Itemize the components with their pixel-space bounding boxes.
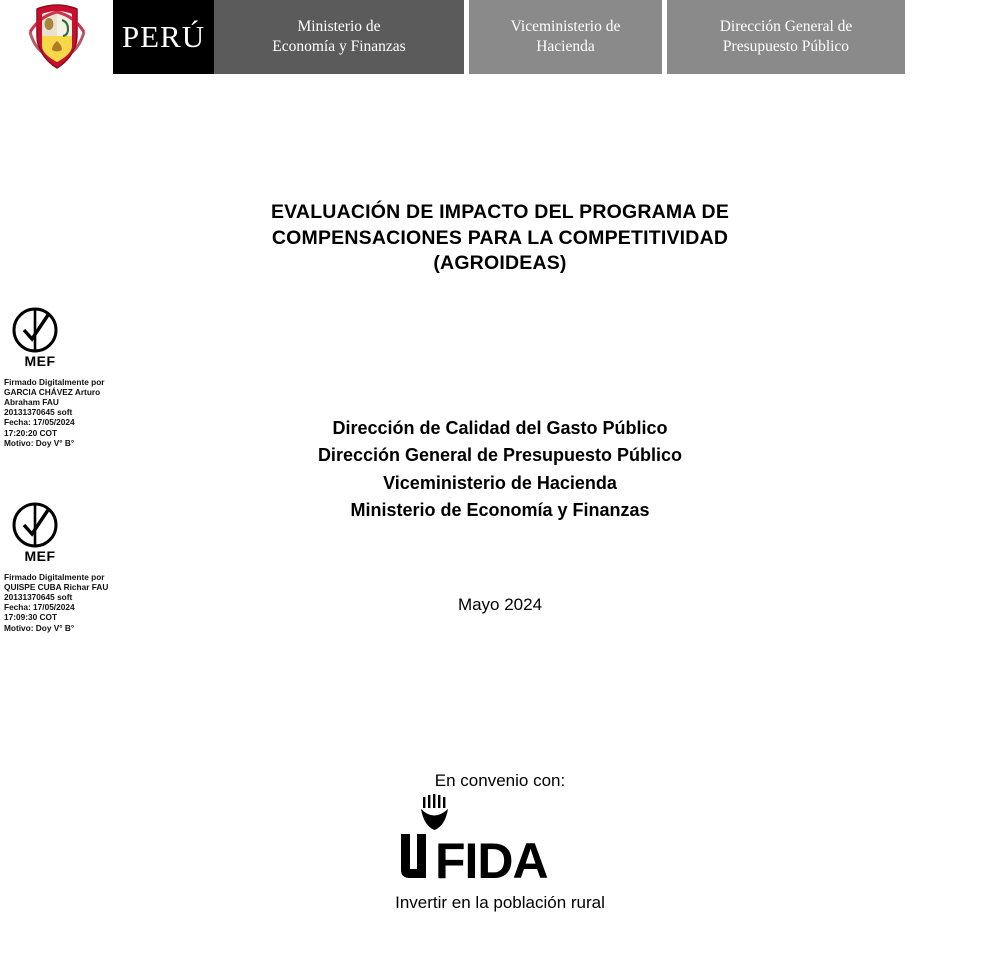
signature-line: Firmado Digitalmente por bbox=[4, 377, 105, 387]
country-label: PERÚ bbox=[113, 0, 214, 74]
header-cell-direccion-line1: Dirección General de bbox=[719, 17, 853, 35]
header-cell-ministerio bbox=[214, 0, 464, 74]
signature-details bbox=[4, 572, 144, 633]
header-cell-ministerio-line2: Economía y Finanzas bbox=[272, 38, 406, 55]
document-title bbox=[180, 200, 820, 277]
signature-stamp-label: MEF bbox=[24, 548, 56, 564]
signature-line: 17:09:30 COT bbox=[4, 612, 58, 623]
partner-tagline: Invertir en la población rural bbox=[395, 893, 605, 912]
signature-line: Firmado Digitalmente por bbox=[4, 572, 105, 582]
fida-wheat-icon bbox=[421, 794, 448, 830]
header-cell-viceministerio bbox=[469, 0, 662, 74]
affiliation-line-4: Ministerio de Economía y Finanzas bbox=[350, 500, 650, 521]
affiliation-line-2: Dirección General de Presupuesto Público bbox=[317, 445, 683, 466]
signature-line: Motivo: Doy V° B° bbox=[4, 437, 75, 448]
signature-line: Abraham FAU bbox=[4, 397, 59, 408]
digital-signature-block bbox=[4, 305, 154, 448]
header-cell-direccion-line2: Presupuesto Público bbox=[722, 38, 850, 55]
document-title-line3: (AGROIDEAS) bbox=[433, 252, 567, 275]
header-cell-viceministerio-line2: Hacienda bbox=[536, 38, 595, 55]
government-header-banner bbox=[0, 0, 1000, 74]
signature-check-icon bbox=[4, 305, 84, 355]
signature-line: 17:20:20 COT bbox=[4, 427, 58, 438]
signature-line: GARCIA CHÁVEZ Arturo bbox=[4, 387, 101, 398]
signature-line: 20131370645 soft bbox=[4, 407, 73, 418]
publication-date: Mayo 2024 bbox=[457, 595, 543, 614]
signature-stamp-label: MEF bbox=[24, 353, 56, 369]
affiliation-line-3: Viceministerio de Hacienda bbox=[383, 472, 617, 493]
signature-check-icon bbox=[4, 500, 84, 550]
document-title-line2: COMPENSACIONES PARA LA COMPETITIVIDAD bbox=[271, 226, 729, 249]
digital-signature-block bbox=[4, 500, 154, 633]
signature-details bbox=[4, 377, 144, 448]
header-cell-direccion-general bbox=[667, 0, 905, 74]
partnership-intro: En convenio con: bbox=[434, 771, 566, 790]
signature-line: QUISPE CUBA Richar FAU bbox=[4, 582, 109, 593]
signature-line: 20131370645 soft bbox=[4, 592, 73, 603]
svg-text:FIDA: FIDA bbox=[435, 833, 548, 889]
fida-logo-graphic bbox=[395, 790, 605, 890]
signature-line: Fecha: 17/05/2024 bbox=[4, 417, 75, 428]
header-cell-viceministerio-line1: Viceministerio de bbox=[510, 17, 621, 35]
affiliation-block bbox=[180, 415, 820, 524]
affiliation-line-1: Dirección de Calidad del Gasto Público bbox=[332, 418, 668, 438]
partner-logo bbox=[180, 790, 820, 895]
signature-line: Motivo: Doy V° B° bbox=[4, 622, 75, 633]
signature-line: Fecha: 17/05/2024 bbox=[4, 602, 75, 613]
coat-of-arms-icon bbox=[0, 0, 113, 74]
document-title-line1: EVALUACIÓN DE IMPACTO DEL PROGRAMA DE bbox=[270, 201, 730, 223]
header-cell-ministerio-line1: Ministerio de bbox=[297, 17, 381, 35]
